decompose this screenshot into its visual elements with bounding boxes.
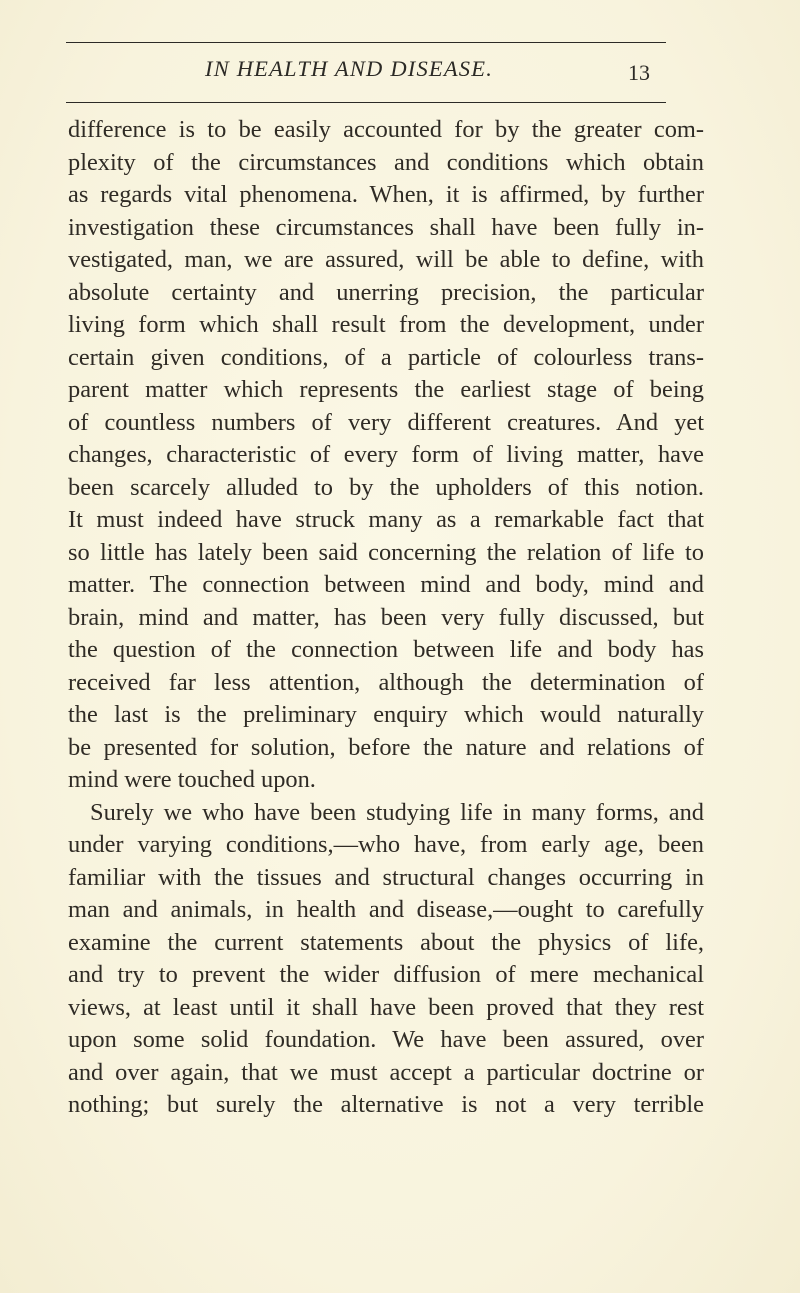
running-title: IN HEALTH AND DISEASE.	[205, 56, 494, 81]
text-line: living form which shall result from the development, under	[68, 311, 704, 338]
header-bottom-rule	[66, 102, 666, 103]
text-line: It must indeed have struck many as a remarkable fact that	[68, 506, 704, 533]
text-line: difference is to be easily accounted for by the greater com-	[68, 116, 704, 143]
text-line: vestigated, man, we are assured, will be able to define, with	[68, 246, 704, 273]
text-line: brain, mind and matter, has been very fully discussed, but	[68, 603, 704, 631]
header-top-rule	[66, 42, 666, 43]
text-line: the last is the preliminary enquiry which would naturally	[68, 701, 704, 728]
text-line: of countless numbers of very different creatures. And yet	[68, 408, 704, 436]
text-line: so little has lately been said concerning the relation of life to	[68, 538, 704, 566]
text-line: parent matter which represents the earliest stage of being	[68, 376, 704, 403]
text-line: absolute certainty and unerring precision, the particular	[68, 278, 704, 306]
text-line: and try to prevent the wider diffusion of mere mechanical	[68, 961, 704, 988]
text-line: as regards vital phenomena. When, it is affirmed, by further	[68, 181, 704, 208]
text-line: under varying conditions,—who have, from early age, been	[68, 831, 704, 858]
paragraph-end-line: mind were touched upon.	[68, 766, 316, 793]
text-line: views, at least until it shall have been proved that they rest	[68, 993, 704, 1021]
text-line: been scarcely alluded to by the upholders of this notion.	[68, 473, 704, 501]
text-line: investigation these circumstances shall have been fully in-	[68, 213, 704, 241]
body-text	[68, 114, 718, 1122]
text-line: examine the current statements about the physics of life,	[68, 928, 704, 956]
text-line: upon some solid foundation. We have been assured, over	[68, 1026, 704, 1053]
text-line: changes, characteristic of every form of living matter, have	[68, 441, 704, 468]
page-number: 13	[628, 60, 650, 85]
text-line: matter. The connection between mind and body, mind and	[68, 571, 704, 598]
text-line: familiar with the tissues and structural changes occurring in	[68, 863, 704, 891]
text-line: received far less attention, although the determination of	[68, 668, 704, 696]
text-line: and over again, that we must accept a particular doctrine or	[68, 1058, 704, 1086]
text-line: nothing; but surely the alternative is not a very terrible	[68, 1091, 704, 1118]
text-line: the question of the connection between life and body has	[68, 636, 704, 663]
text-line: man and animals, in health and disease,—ought to carefully	[68, 896, 704, 923]
text-line: plexity of the circumstances and conditions which obtain	[68, 148, 704, 176]
text-line: be presented for solution, before the nature and relations of	[68, 733, 704, 761]
paragraph-start-line: Surely we who have been studying life in many forms, and	[90, 798, 704, 826]
text-line: certain given conditions, of a particle of colourless trans-	[68, 343, 704, 371]
